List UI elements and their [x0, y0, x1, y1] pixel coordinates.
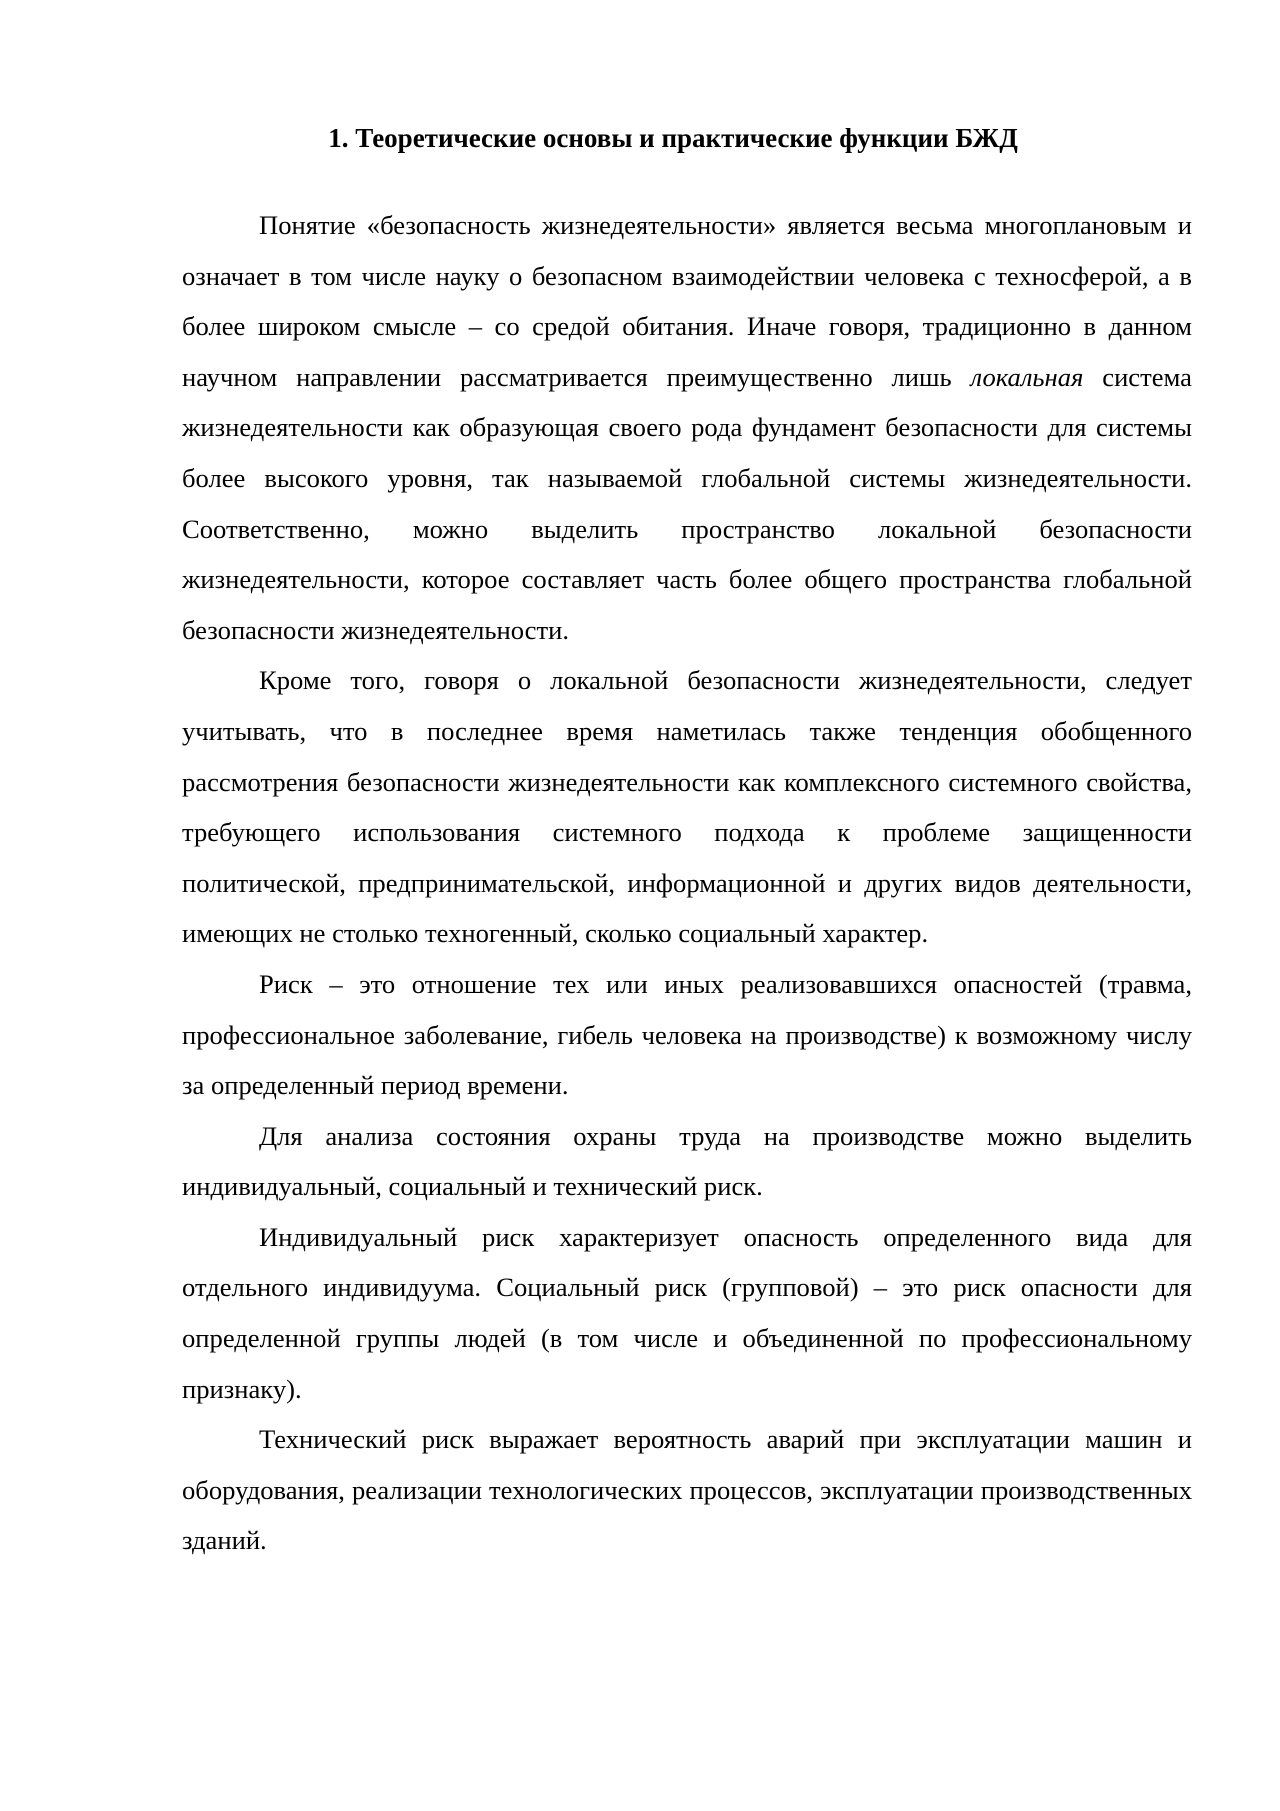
paragraph-6: Технический риск выражает вероятность аварий при эксплуатации машин и оборудования, реализации технологических процессов, эксплуатации производственных зданий. — [182, 1424, 1192, 1556]
paragraph-1-text-start: Понятие «безопасность жизнедеятельности» является весьма многоплановым и означает в том числе науку о безопасном взаимодействии человека с техносферой, а в более широком смысле – со средой обитания. Иначе говоря, традиционно в данном научном направлении рассматривается преимущественно лишь — [182, 210, 1192, 392]
paragraph-1 — [182, 200, 1192, 655]
paragraph-4: Для анализа состояния охраны труда на производстве можно выделить индивидуальный, социальный и технический риск. — [182, 1120, 1192, 1202]
paragraph-2: Кроме того, говоря о локальной безопасности жизнедеятельности, следует учитывать, что в последнее время наметилась также тенденция обобщенного рассмотрения безопасности жизнедеятельности как комплексного системного свойства, требующего использования системного подхода к проблеме защищенности политической, предпринимательской, информационной и других видов деятельности, имеющих не столько техногенный, сколько социальный характер. — [182, 665, 1192, 949]
document-body — [182, 118, 1192, 1566]
paragraph-1-text-end: система жизнедеятельности как образующая своего рода фундамент безопасности для системы более высокого уровня, так называемой глобальной системы жизнедеятельности. Соответственно, можно выделить пространство локальной безопасности жизнедеятельности, которое составляет часть более общего пространства глобальной безопасности жизнедеятельности. — [182, 361, 1192, 645]
paragraph-1-emphasis: локальная — [970, 361, 1084, 392]
paragraph-5: Индивидуальный риск характеризует опасность определенного вида для отдельного индивидуума. Социальный риск (групповой) – это риск опасности для определенной группы людей (в том числе и объединенной по профессиональному признаку). — [182, 1221, 1192, 1404]
page-title: 1. Теоретические основы и практические функции БЖД — [328, 123, 1018, 153]
paragraph-3: Риск – это отношение тех или иных реализовавшихся опасностей (травма, профессиональное заболевание, гибель человека на производстве) к возможному числу за определенный период времени. — [182, 968, 1192, 1101]
